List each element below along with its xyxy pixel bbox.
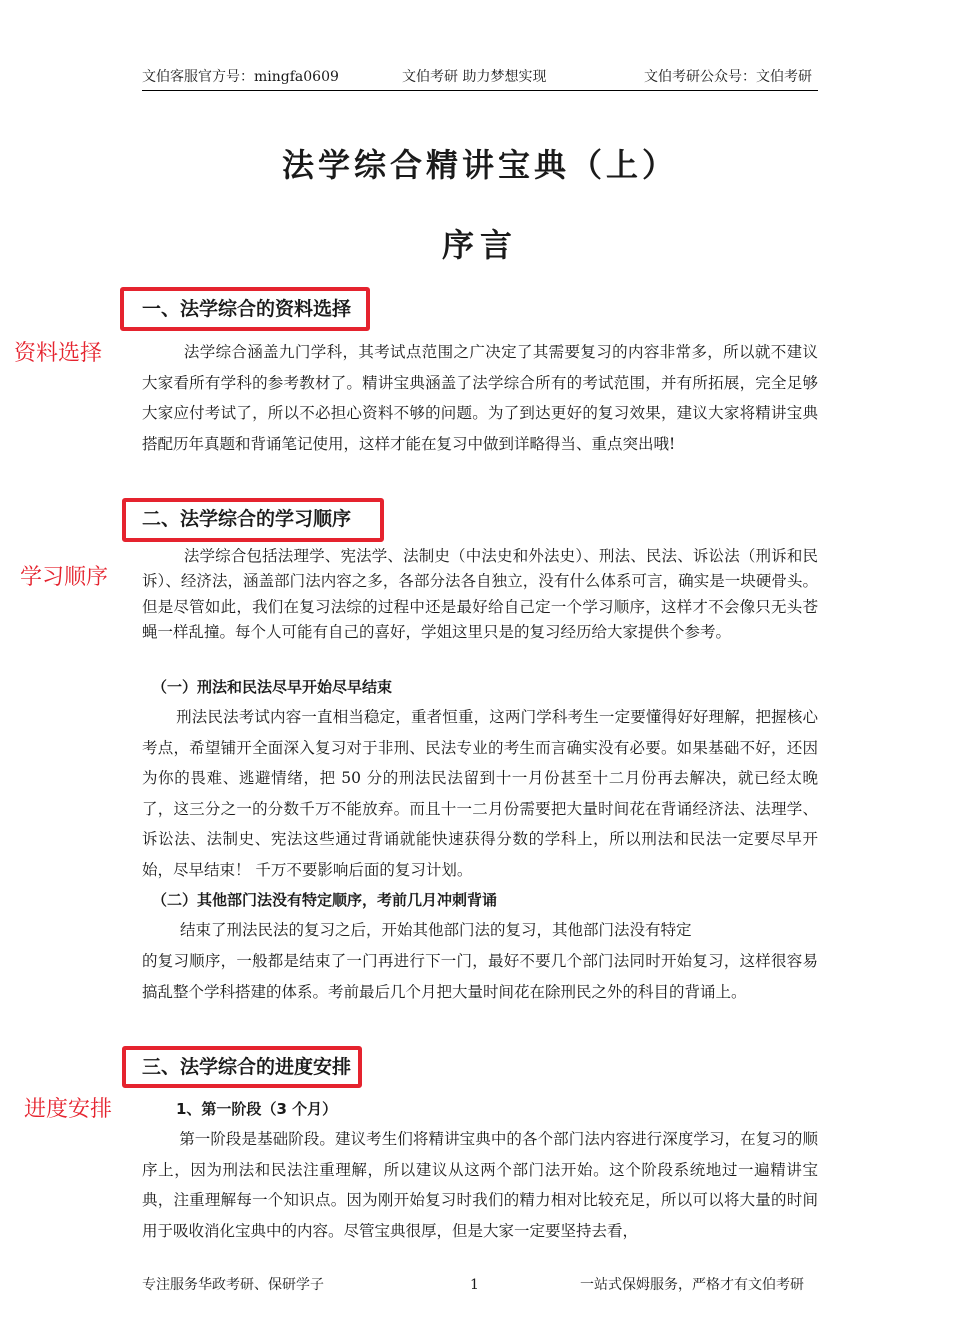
subsection-2-heading: （二）其他部门法没有特定顺序，考前几月冲刺背诵 (152, 891, 498, 909)
section-1-side-label: 资料选择 (14, 341, 103, 366)
section-2-paragraph: 法学综合包括法理学、宪法学、法制史（中法史和外法史）、刑法、民法、诉讼法（刑诉和民诉）、经济法，涵盖部门法内容之多，各部分法各自独立，没有什么体系可言，确实是一块硬骨头。但是尽管如此，我们在复习法综的过程中还是最好给自己定一个学习顺序，这样才不会像只无头苍蝇一样乱撞。每个人可能有自己的喜好，学姐这里只是的复习经历给大家提供个参考。 (142, 547, 818, 641)
subsection-2-first-line: 结束了刑法民法的复习之后，开始其他部门法的复习，其他部门法没有特定 (180, 921, 692, 939)
stage-1-heading: 1、第一阶段（3 个月） (176, 1100, 338, 1118)
header-center: 文伯考研 助力梦想实现 (402, 69, 547, 85)
footer-right: 一站式保姆服务，严格才有文伯考研 (580, 1277, 804, 1293)
subsection-2-paragraph: 的复习顺序，一般都是结束了一门再进行下一门，最好不要几个部门法同时开始复习，这样很容易搞乱整个学科搭建的体系。考前最后几个月把大量时间花在除刑民之外的科目的背诵上。 (142, 952, 818, 1001)
header-right: 文伯考研公众号：文伯考研 (644, 69, 812, 85)
document-title: 法学综合精讲宝典（上） (281, 146, 678, 184)
section-3-title: 三、法学综合的进度安排 (142, 1056, 352, 1078)
page-number: 1 (470, 1277, 479, 1293)
document-subtitle: 序言 (441, 226, 518, 264)
section-2-title: 二、法学综合的学习顺序 (142, 508, 352, 530)
subsection-1-paragraph: 刑法民法考试内容一直相当稳定，重者恒重，这两门学科考生一定要懂得好好理解，把握核心考点，希望铺开全面深入复习对于非刑、民法专业的考生而言确实没有必要。如果基础不好，还因为你的畏难、逃避情绪，把 50 分的刑法民法留到十一月份甚至十二月份再去解决，就已经太晚了，这三分之一的分数千万不能放弃。而且十一二月份需要把大量时间花在背诵经济法、法理学、诉讼法、法制史、宪法这些通过背诵就能快速获得分数的学科上，所以刑法和民法一定要尽早开始，尽早结束！ 千万不要影响后面的复习计划。 (142, 708, 818, 879)
header-rule (142, 90, 818, 91)
section-1-paragraph: 法学综合涵盖九门学科，其考试点范围之广决定了其需要复习的内容非常多，所以就不建议大家看所有学科的参考教材了。精讲宝典涵盖了法学综合所有的考试范围，并有所拓展，完全足够大家应付考试了，所以不必担心资料不够的问题。为了到达更好的复习效果，建议大家将精讲宝典搭配历年真题和背诵笔记使用，这样才能在复习中做到详略得当、重点突出哦! (142, 343, 818, 453)
section-2-side-label: 学习顺序 (20, 565, 109, 590)
subsection-1-heading: （一）刑法和民法尽早开始尽早结束 (152, 678, 393, 696)
section-1-title: 一、法学综合的资料选择 (142, 298, 352, 320)
header-left: 文伯客服官方号：mingfa0609 (142, 69, 339, 85)
footer-left: 专注服务华政考研、保研学子 (142, 1277, 324, 1293)
section-3-side-label: 进度安排 (24, 1097, 113, 1122)
section-3-paragraph: 第一阶段是基础阶段。建议考生们将精讲宝典中的各个部门法内容进行深度学习，在复习的顺序上，因为刑法和民法注重理解，所以建议从这两个部门法开始。这个阶段系统地过一遍精讲宝典，注重理解每一个知识点。因为刚开始复习时我们的精力相对比较充足，所以可以将大量的时间用于吸收消化宝典中的内容。尽管宝典很厚，但是大家一定要坚持去看， (142, 1130, 818, 1240)
